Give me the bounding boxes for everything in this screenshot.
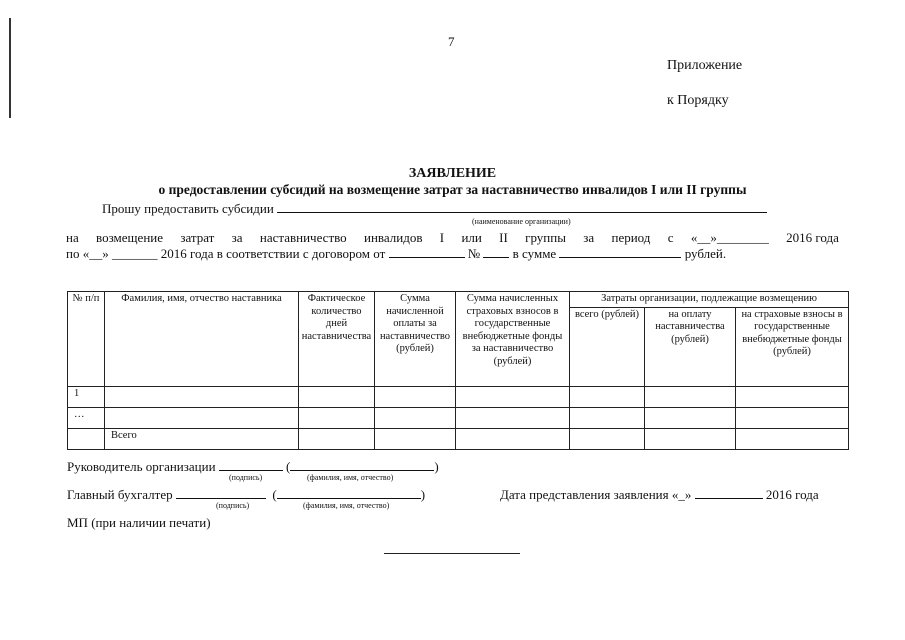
accountant-name-caption: (фамилия, имя, отчество) xyxy=(303,501,390,510)
head-name-caption: (фамилия, имя, отчество) xyxy=(307,473,394,482)
accountant-label: Главный бухгалтер xyxy=(67,487,173,502)
header-for-insurance: на страховые взносы в государственные внебюджетные фонды (рублей) xyxy=(736,307,849,386)
sum-blank xyxy=(559,245,681,258)
appendix-label: Приложение xyxy=(667,58,743,73)
table-cell xyxy=(299,428,375,449)
table-cell xyxy=(645,407,736,428)
accountant-signature-caption: (подпись) xyxy=(216,501,250,510)
accountant-signature-line: Главный бухгалтер ( ) xyxy=(67,487,426,502)
table-cell xyxy=(375,428,456,449)
row-total-label: Всего xyxy=(105,428,299,449)
head-label: Руководитель организации xyxy=(67,459,216,474)
period-word: на xyxy=(66,230,79,245)
footer-rule xyxy=(384,553,520,554)
stamp-note: МП (при наличии печати) xyxy=(67,515,211,530)
table-row xyxy=(68,428,849,449)
header-costs-group: Затраты организации, подлежащие возмещению xyxy=(570,292,849,308)
header-for-payment: на оплату наставничества (рублей) xyxy=(645,307,736,386)
request-prefix: Прошу предоставить субсидии xyxy=(102,201,274,216)
contract-number-label: № xyxy=(467,246,481,261)
table-cell xyxy=(456,407,570,428)
period-word: или xyxy=(461,230,482,245)
period-line xyxy=(66,230,839,246)
request-line xyxy=(102,200,767,217)
table-cell xyxy=(299,407,375,428)
submission-year: 2016 года xyxy=(765,487,819,502)
mentorship-table xyxy=(67,291,849,450)
sum-label: в сумме xyxy=(512,246,557,261)
period-word: затрат xyxy=(180,230,215,245)
appendix-reference: к Порядку xyxy=(667,93,729,108)
period-word: возмещение xyxy=(96,230,164,245)
page-number: 7 xyxy=(448,34,455,49)
contract-number-blank xyxy=(483,245,509,258)
head-signature-caption: (подпись) xyxy=(229,473,263,482)
margin-line xyxy=(9,18,11,118)
table-cell xyxy=(299,386,375,407)
table-cell xyxy=(570,428,645,449)
period-start-date: «__»________ xyxy=(690,230,769,245)
organization-caption: (наименование организации) xyxy=(472,217,571,226)
period-word: с xyxy=(667,230,674,245)
period-word: инвалидов xyxy=(364,230,423,245)
document-subtitle: о предоставлении субсидий на возмещение затрат за наставничество инвалидов I или II группы xyxy=(158,182,747,197)
table-cell xyxy=(570,407,645,428)
contract-line xyxy=(66,245,726,262)
period-word: II xyxy=(499,230,508,245)
table-row xyxy=(68,407,849,428)
table-cell xyxy=(645,386,736,407)
table-cell xyxy=(375,407,456,428)
submission-date-line xyxy=(500,486,819,503)
head-signature-blank xyxy=(219,458,283,471)
period-word: за xyxy=(231,230,243,245)
head-name-blank xyxy=(290,458,434,471)
row-number: 1 xyxy=(68,386,105,407)
header-number: № п/п xyxy=(68,292,105,387)
row-full-name xyxy=(105,386,299,407)
submission-month-blank xyxy=(695,486,763,499)
head-signature-line: Руководитель организации ( ) xyxy=(67,459,439,474)
period-word: группы xyxy=(525,230,566,245)
document-title: ЗАЯВЛЕНИЕ xyxy=(408,166,497,181)
table-cell xyxy=(570,386,645,407)
header-full-name: Фамилия, имя, отчество наставника xyxy=(105,292,299,387)
table-cell xyxy=(645,428,736,449)
table-cell xyxy=(736,386,849,407)
header-days: Фактическое количество дней наставничества xyxy=(299,292,375,387)
header-total: всего (рублей) xyxy=(570,307,645,386)
accountant-signature-blank xyxy=(176,486,266,499)
currency-label: рублей. xyxy=(684,246,727,261)
row-number xyxy=(68,428,105,449)
period-word: наставничество xyxy=(259,230,347,245)
table-cell xyxy=(736,407,849,428)
table-row xyxy=(68,386,849,407)
row-full-name xyxy=(105,407,299,428)
header-payment: Сумма начисленной оплаты за наставничество (рублей) xyxy=(375,292,456,387)
period-word: период xyxy=(611,230,651,245)
header-insurance: Сумма начисленных страховых взносов в государственные внебюджетные фонды за наставничество (рублей) xyxy=(456,292,570,387)
accountant-name-blank xyxy=(277,486,421,499)
submission-date-label: Дата представления заявления «_» xyxy=(500,487,692,502)
period-word: за xyxy=(583,230,595,245)
period-start-year: 2016 года xyxy=(786,230,839,245)
row-number: … xyxy=(68,407,105,428)
period-word: I xyxy=(439,230,445,245)
contract-date-blank xyxy=(389,245,465,258)
table-cell xyxy=(456,386,570,407)
table-cell xyxy=(736,428,849,449)
table-cell xyxy=(375,386,456,407)
table-cell xyxy=(456,428,570,449)
organization-name-blank xyxy=(277,200,767,213)
period-end-text: по «__» _______ 2016 года в соответствии с договором от xyxy=(66,246,386,261)
